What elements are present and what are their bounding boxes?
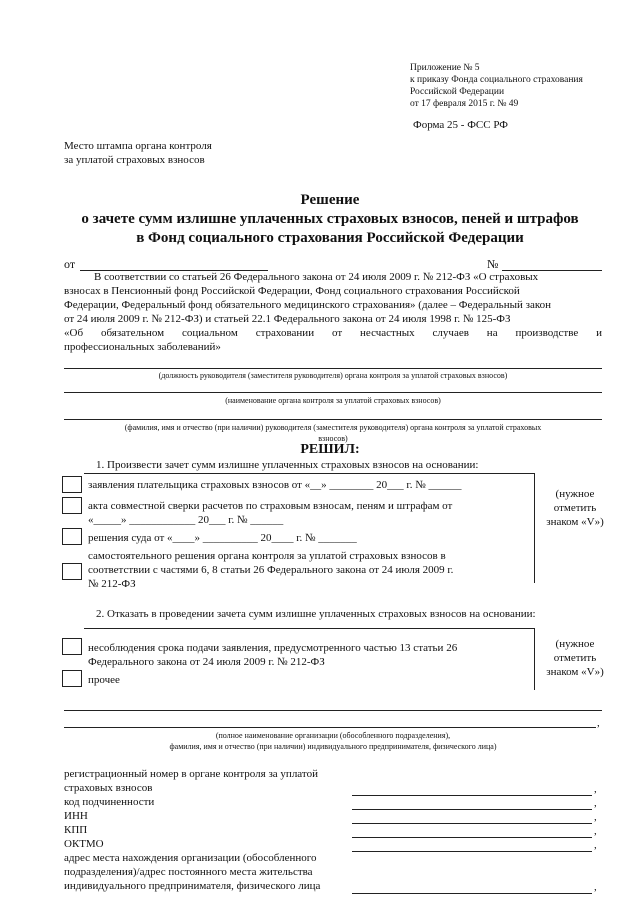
decided-heading: РЕШИЛ: — [300, 442, 360, 457]
option-independent-line-3: № 212-ФЗ — [88, 578, 136, 590]
payer-comma: , — [597, 717, 600, 729]
oktmo-label: ОКТМО — [64, 838, 104, 850]
section1-note — [540, 487, 610, 529]
kpp-label: КПП — [64, 824, 88, 836]
title-line-1: Решение — [300, 192, 360, 208]
option-independent-line-2: соответствии с частями 6, 8 статьи 26 Федерального закона от 24 июля 2009 г. — [88, 564, 454, 576]
address-label-3: индивидуального предпринимателя, физического лица — [64, 880, 321, 892]
fio-line[interactable] — [64, 419, 602, 420]
preamble-line-2: взносах в Пенсионный фонд Российской Федерации, Фонд социального страхования Российской — [64, 285, 520, 297]
address-label-2: подразделения)/адрес постоянного места жительства — [64, 866, 313, 878]
section1-frame-divider — [534, 473, 535, 583]
checkbox-other[interactable] — [62, 670, 82, 687]
head-position-caption: (должность руководителя (заместителя руководителя) органа контроля за уплатой страховых взносов) — [158, 371, 508, 380]
checkbox-application[interactable] — [62, 476, 82, 493]
option-independent-decision — [88, 549, 528, 591]
option-deadline-line-1: несоблюдения срока подачи заявления, предусмотренного частью 13 статьи 26 — [88, 642, 458, 654]
payer-name-line-1[interactable] — [64, 710, 602, 711]
section2-note-line-1: (нужное — [555, 638, 595, 650]
inn-label: ИНН — [64, 810, 88, 822]
preamble-line-3: Федерации, Федеральный фонд обязательного медицинского страхования» (далее – Федеральный закон — [64, 299, 552, 311]
preamble — [64, 270, 602, 354]
appendix-line-2: к приказу Фонда социального страхования — [410, 75, 583, 85]
option-reconciliation-act — [88, 499, 528, 527]
checkbox-deadline-violation[interactable] — [62, 638, 82, 655]
section2-heading: 2. Отказать в проведении зачета сумм излишне уплаченных страховых взносов на основании: — [96, 608, 536, 620]
payer-caption — [64, 730, 602, 752]
option-application: заявления плательщика страховых взносов от «__» ________ 20___ г. № ______ — [88, 479, 462, 491]
subordination-comma: , — [594, 797, 597, 809]
payer-caption-line-2: фамилия, имя и отчество (при наличии) индивидуального предпринимателя, физического лица) — [169, 742, 497, 751]
form-code: Форма 25 - ФСС РФ — [413, 119, 508, 131]
from-label: от — [64, 257, 76, 271]
reg-number-comma: , — [594, 783, 597, 795]
inn-comma: , — [594, 811, 597, 823]
option-court-decision: решения суда от «____» __________ 20____ г. № _______ — [88, 532, 357, 544]
address-comma: , — [594, 881, 597, 893]
address-label-1: адрес места нахождения организации (обособленного — [64, 852, 317, 864]
document-title — [40, 191, 620, 248]
stamp-line-2: за уплатой страховых взносов — [64, 154, 205, 166]
number-label: № — [487, 257, 499, 271]
org-name-caption: (наименование органа контроля за уплатой страховых взносов) — [225, 396, 441, 405]
address-field[interactable] — [352, 893, 592, 894]
reg-number-label-2: страховых взносов — [64, 782, 153, 794]
section1-frame-top — [84, 473, 534, 474]
section1-note-line-2: отметить — [553, 502, 597, 514]
section1-note-line-3: знаком «V») — [546, 516, 604, 528]
title-line-3: в Фонд социального страхования Российской Федерации — [136, 230, 524, 246]
appendix-line-3: Российской Федерации — [410, 87, 505, 97]
title-line-2: о зачете сумм излишне уплаченных страховых взносов, пеней и штрафов — [81, 211, 579, 227]
option-deadline-violation — [88, 641, 528, 669]
preamble-line-1: В соответствии со статьей 26 Федерального закона от 24 июля 2009 г. № 212-ФЗ «О страховых — [94, 271, 539, 283]
oktmo-field[interactable] — [352, 851, 592, 852]
reg-number-field[interactable] — [352, 795, 592, 796]
kpp-comma: , — [594, 825, 597, 837]
checkbox-court-decision[interactable] — [62, 528, 82, 545]
stamp-line-1: Место штампа органа контроля — [64, 140, 212, 152]
appendix-block — [410, 62, 630, 110]
payer-name-line-2[interactable] — [64, 727, 596, 728]
option-deadline-line-2: Федерального закона от 24 июля 2009 г. № 212-ФЗ — [88, 656, 325, 668]
section1-note-line-1: (нужное — [555, 488, 595, 500]
details-labels — [64, 767, 364, 893]
section2-frame-divider — [534, 628, 535, 690]
subordination-code-field[interactable] — [352, 809, 592, 810]
reg-number-label-1: регистрационный номер в органе контроля за уплатой — [64, 768, 318, 780]
option-independent-line-1: самостоятельного решения органа контроля за уплатой страховых взносов в — [88, 550, 446, 562]
subordination-code-label: код подчиненности — [64, 796, 155, 808]
option-reconciliation-line-1: акта совместной сверки расчетов по страховым взносам, пеням и штрафам от — [88, 500, 453, 512]
section2-frame-top — [84, 628, 534, 629]
inn-field[interactable] — [352, 823, 592, 824]
section1-heading: 1. Произвести зачет сумм излишне уплаченных страховых взносов на основании: — [96, 459, 479, 471]
section2-note-line-3: знаком «V») — [546, 666, 604, 678]
head-position-line[interactable] — [64, 368, 602, 369]
stamp-place — [64, 139, 212, 167]
preamble-line-6: профессиональных заболеваний» — [64, 341, 221, 353]
appendix-line-1: Приложение № 5 — [410, 63, 480, 73]
option-other: прочее — [88, 674, 120, 686]
appendix-line-4: от 17 февраля 2015 г. № 49 — [410, 99, 519, 109]
section2-note-line-2: отметить — [553, 652, 597, 664]
kpp-field[interactable] — [352, 837, 592, 838]
preamble-line-4: от 24 июля 2009 г. № 212-ФЗ) и статьей 22.1 Федерального закона от 24 июля 1998 г. № 125-ФЗ — [64, 313, 511, 325]
org-name-line[interactable] — [64, 392, 602, 393]
preamble-line-5: «Об обязательном социальном страховании от несчастных случаев на производстве и — [64, 327, 602, 339]
oktmo-comma: , — [594, 839, 597, 851]
fio-caption-line-1: (фамилия, имя и отчество (при наличии) руководителя (заместителя руководителя) органа контроля за уплатой страховых — [124, 423, 542, 432]
option-reconciliation-line-2: «_____» ____________ 20___ г. № ______ — [88, 514, 284, 526]
checkbox-reconciliation-act[interactable] — [62, 497, 82, 514]
section2-note — [540, 637, 610, 679]
checkbox-independent-decision[interactable] — [62, 563, 82, 580]
fio-caption-line-2: взносов) — [318, 434, 348, 443]
payer-caption-line-1: (полное наименование организации (обособленного подразделения), — [215, 731, 451, 740]
